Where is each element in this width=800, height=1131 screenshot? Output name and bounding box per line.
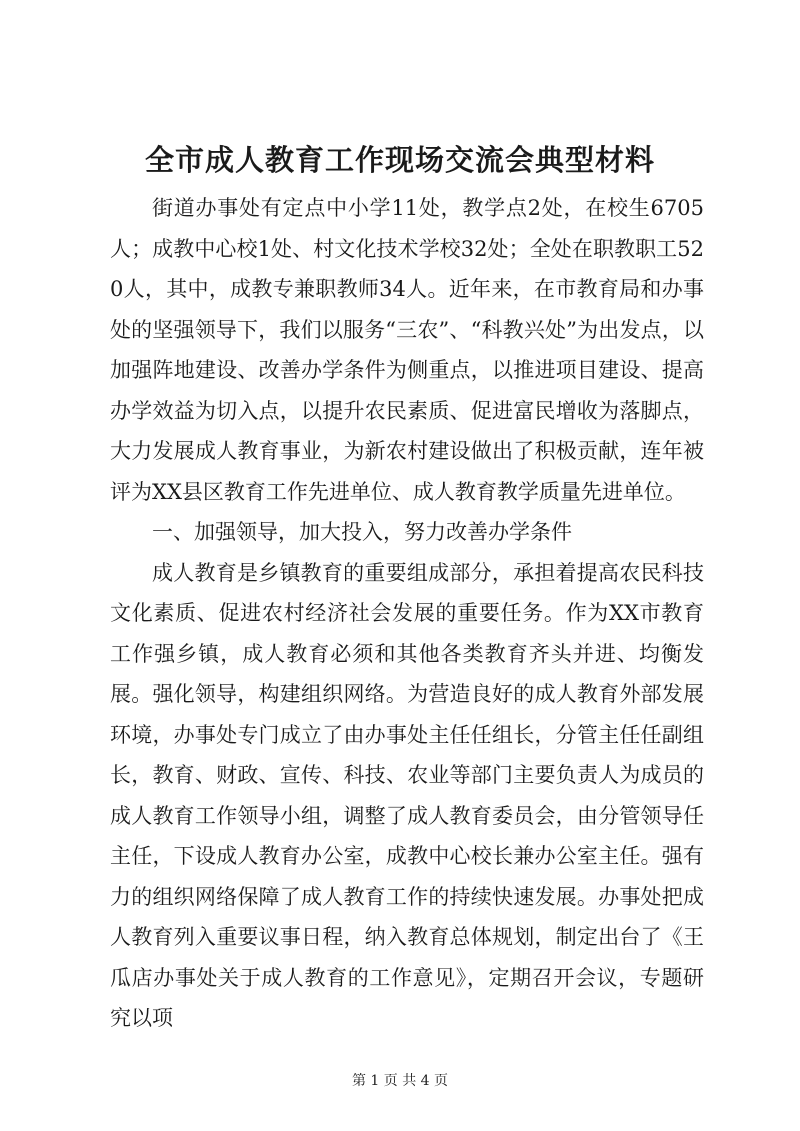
page-number-footer: 第 1 页 共 4 页 [351,1073,449,1089]
document-title: 全市成人教育工作现场交流会典型材料 [144,143,655,177]
intro-paragraph: 街道办事处有定点中小学11处，教学点2处，在校生6705人；成教中心校1处、村文化技术学校32处；全处在职教职工520人，其中，成教专兼职教师34人。近年来，在市教育局和办事处的坚强领导下，我们以服务“三农”、“科教兴处”为出发点，以加强阵地建设、改善办学条件为侧重点，以推进项目建设、提高办学效益为切入点，以提升农民素质、促进富民增收为落脚点，大力发展成人教育事业，为新农村建设做出了积极贡献，连年被评为XX县区教育工作先进单位、成人教育教学质量先进单位。 [110,196,704,504]
document-body [110,188,704,1039]
section-heading: 一、加强领导，加大投入，努力改善办学条件 [152,520,572,544]
section-paragraph: 成人教育是乡镇教育的重要组成部分，承担着提高农民科技文化素质、促进农村经济社会发展的重要任务。作为XX市教育工作强乡镇，成人教育必须和其他各类教育齐头并进、均衡发展。强化领导，构建组织网络。为营造良好的成人教育外部发展环境，办事处专门成立了由办事处主任任组长，分管主任任副组长，教育、财政、宣传、科技、农业等部门主要负责人为成员的成人教育工作领导小组，调整了成人教育委员会，由分管领导任主任，下设成人教育办公室，成教中心校长兼办公室主任。强有力的组织网络保障了成人教育工作的持续快速发展。办事处把成人教育列入重要议事日程，纳入教育总体规划，制定出台了《王瓜店办事处关于成人教育的工作意见》，定期召开会议，专题研究以项 [110,560,704,1030]
